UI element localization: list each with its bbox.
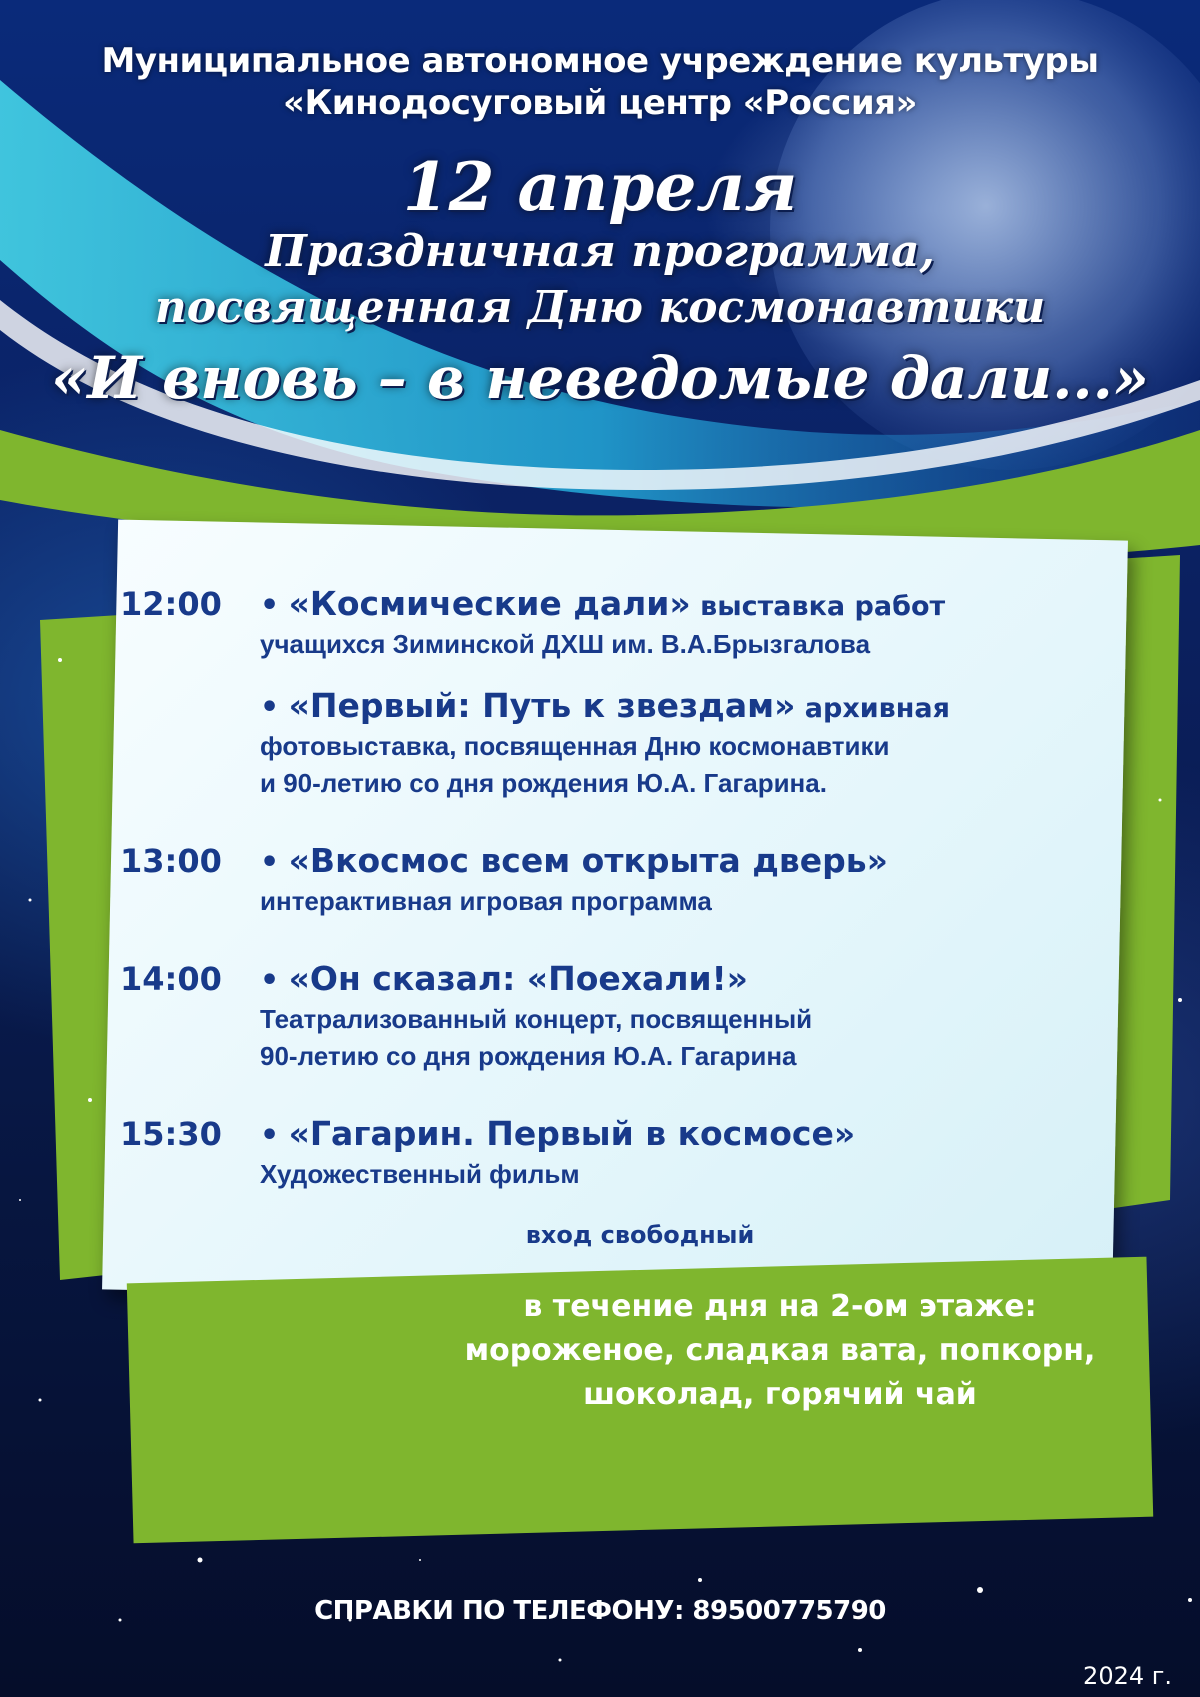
organization-name-line1: Муниципальное автономное учреждение культуры <box>101 41 1099 81</box>
daily-line3: шоколад, горячий чай <box>583 1377 977 1412</box>
program-item <box>260 687 1120 728</box>
item-title: «Космические дали» <box>288 584 691 623</box>
item-desc: фотовыставка, посвященная Дню космонавтики <box>260 731 890 761</box>
event-time: 12:00 <box>120 585 222 623</box>
program-list <box>120 585 1120 1249</box>
schedule-entry <box>120 842 1120 920</box>
item-title: «Гагарин. Первый в космосе» <box>288 1114 856 1153</box>
item-desc: учащихся Зиминской ДХШ им. В.А.Брызгалова <box>260 629 871 659</box>
subtitle-line2: посвященная Дню космонавтики <box>154 282 1046 333</box>
event-time: 14:00 <box>120 960 222 998</box>
item-desc: и 90-летию со дня рождения Ю.А. Гагарина. <box>260 768 827 798</box>
schedule-entry <box>120 585 1120 802</box>
daily-offer <box>380 1285 1180 1417</box>
bullet-icon: • <box>260 588 280 623</box>
item-desc: Театрализованный концерт, посвященный <box>260 1004 813 1034</box>
event-time: 13:00 <box>120 842 222 880</box>
schedule-entry <box>120 960 1120 1075</box>
bullet-icon: • <box>260 1118 280 1153</box>
header <box>0 40 1200 414</box>
event-time: 15:30 <box>120 1115 222 1153</box>
organization-name-line2: «Кинодосуговый центр «Россия» <box>283 83 917 123</box>
bullet-icon: • <box>260 690 280 725</box>
program-item <box>260 842 1120 883</box>
program-item <box>260 1115 1120 1156</box>
contact-phone: СПРАВКИ ПО ТЕЛЕФОНУ: 89500775790 <box>314 1596 886 1626</box>
program-item <box>260 585 1120 626</box>
bullet-icon: • <box>260 963 280 998</box>
item-desc: Художественный фильм <box>260 1159 580 1189</box>
daily-line1: в течение дня на 2-ом этаже: <box>523 1289 1037 1324</box>
item-desc: 90-летию со дня рождения Ю.А. Гагарина <box>260 1041 797 1071</box>
admission-note: вход свободный <box>525 1221 755 1249</box>
item-title: «Вкосмос всем открыта дверь» <box>288 841 888 880</box>
bullet-icon: • <box>260 845 280 880</box>
schedule-entry <box>120 1115 1120 1193</box>
item-title: «Первый: Путь к звездам» <box>288 686 796 725</box>
event-date: 12 апреля <box>402 148 798 226</box>
program-item <box>260 960 1120 1001</box>
subtitle-line1: Праздничная программа, <box>265 226 935 277</box>
item-desc: архивная <box>795 693 950 724</box>
item-desc: выставка работ <box>690 591 946 622</box>
daily-line2: мороженое, сладкая вата, попкорн, <box>464 1333 1096 1368</box>
year-label: 2024 г. <box>1083 1662 1172 1690</box>
event-title: «И вновь – в неведомые дали...» <box>50 344 1150 412</box>
item-desc: интерактивная игровая программа <box>260 886 712 916</box>
item-title: «Он сказал: «Поехали!» <box>288 959 748 998</box>
